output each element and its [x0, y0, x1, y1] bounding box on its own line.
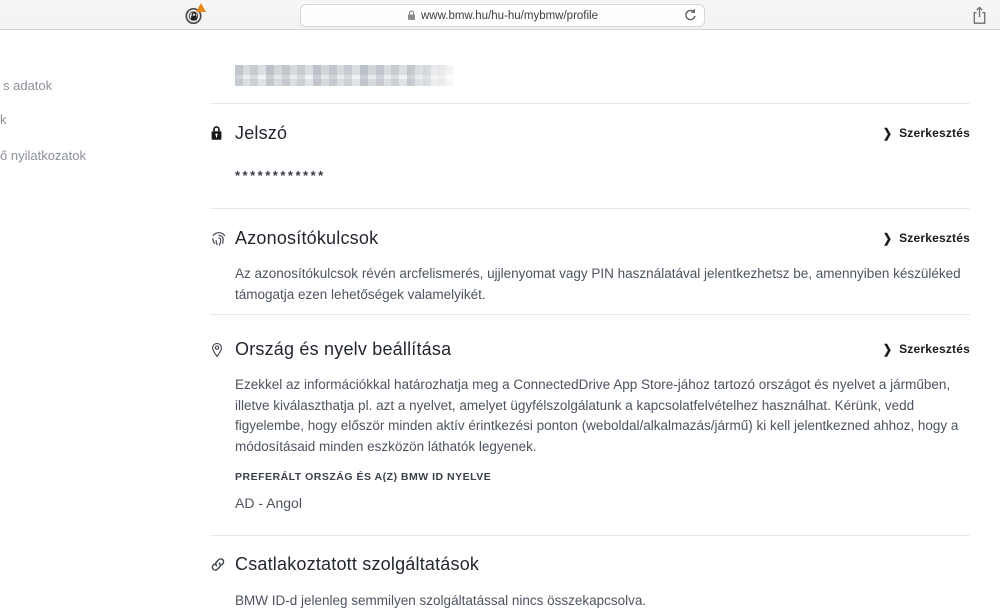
share-icon[interactable] — [972, 6, 987, 30]
id-keys-description: Az azonosítókulcsok révén arcfelismerés, ujjlenyomat vagy PIN használatával jelentkezhetsz be, amennyiben készüléked támogatja ezen lehetőségek valamelyikét. — [235, 266, 961, 302]
section-title-id-keys: Azonosítókulcsok — [235, 227, 379, 248]
url-text: www.bmw.hu/hu-hu/mybmw/profile — [420, 9, 599, 22]
section-divider — [210, 103, 970, 104]
section-divider — [210, 535, 970, 536]
address-bar[interactable] — [300, 4, 705, 27]
browser-toolbar — [0, 0, 1000, 30]
section-country-language — [210, 336, 970, 362]
section-title-country-language: Ország és nyelv beállítása — [235, 338, 452, 359]
chevron-right-icon: ❯ — [882, 126, 893, 141]
chevron-right-icon: ❯ — [882, 231, 893, 246]
privacy-extension-icon[interactable] — [184, 5, 206, 27]
chevron-right-icon: ❯ — [882, 342, 893, 357]
edit-label: Szerkesztés — [899, 231, 970, 245]
location-pin-icon — [210, 341, 235, 358]
sidebar-item-settings[interactable]: k — [0, 112, 7, 127]
connected-services-description: BMW ID-d jelenleg semmilyen szolgáltatással nincs összekapcsolva. — [235, 593, 647, 608]
edit-id-keys-button[interactable] — [883, 231, 970, 245]
url-lock-icon — [407, 10, 416, 21]
link-icon — [210, 557, 235, 572]
lock-icon — [210, 125, 235, 141]
sidebar-item-statements[interactable]: ő nyilatkozatok — [0, 148, 86, 163]
edit-label: Szerkesztés — [899, 126, 970, 140]
preferred-country-value: AD - Angol — [235, 495, 302, 511]
sidebar-item-personal-data[interactable]: s adatok — [3, 78, 53, 93]
edit-country-language-button[interactable] — [883, 342, 970, 356]
country-language-description: Ezekkel az információkkal határozhatja meg a ConnectedDrive App Store-jához tartozó országot és nyelvet a járműben, illetve kiválaszthatja pl. azt a nyelvet, amelyet ügyfélszolgálatunk a kapcsolatfelvételhez használhat. Kérünk, vedd figyelembe, hogy először minden aktív érintkezési ponton (weboldal/alkalmazás/jármű) ki kell jelentkezned ahhoz, hogy a módosításaid minden eszközön láthatók legyenek. — [235, 377, 959, 454]
section-connected-services — [210, 551, 970, 577]
reload-icon[interactable] — [684, 8, 697, 25]
section-title-connected-services: Csatlakoztatott szolgáltatások — [235, 553, 480, 574]
section-password — [210, 120, 970, 146]
section-title-password: Jelszó — [235, 122, 288, 143]
warning-badge-icon — [196, 3, 206, 12]
section-id-keys — [210, 225, 970, 251]
edit-password-button[interactable] — [883, 126, 970, 140]
edit-label: Szerkesztés — [899, 342, 970, 356]
preferred-country-label: PREFERÁLT ORSZÁG ÉS A(Z) BMW ID NYELVE — [235, 471, 492, 483]
section-divider — [210, 314, 970, 315]
fingerprint-icon — [210, 230, 235, 247]
section-divider — [210, 208, 970, 209]
redacted-email-value — [235, 65, 453, 86]
password-masked-value: ************ — [235, 168, 326, 183]
profile-main — [210, 30, 970, 612]
